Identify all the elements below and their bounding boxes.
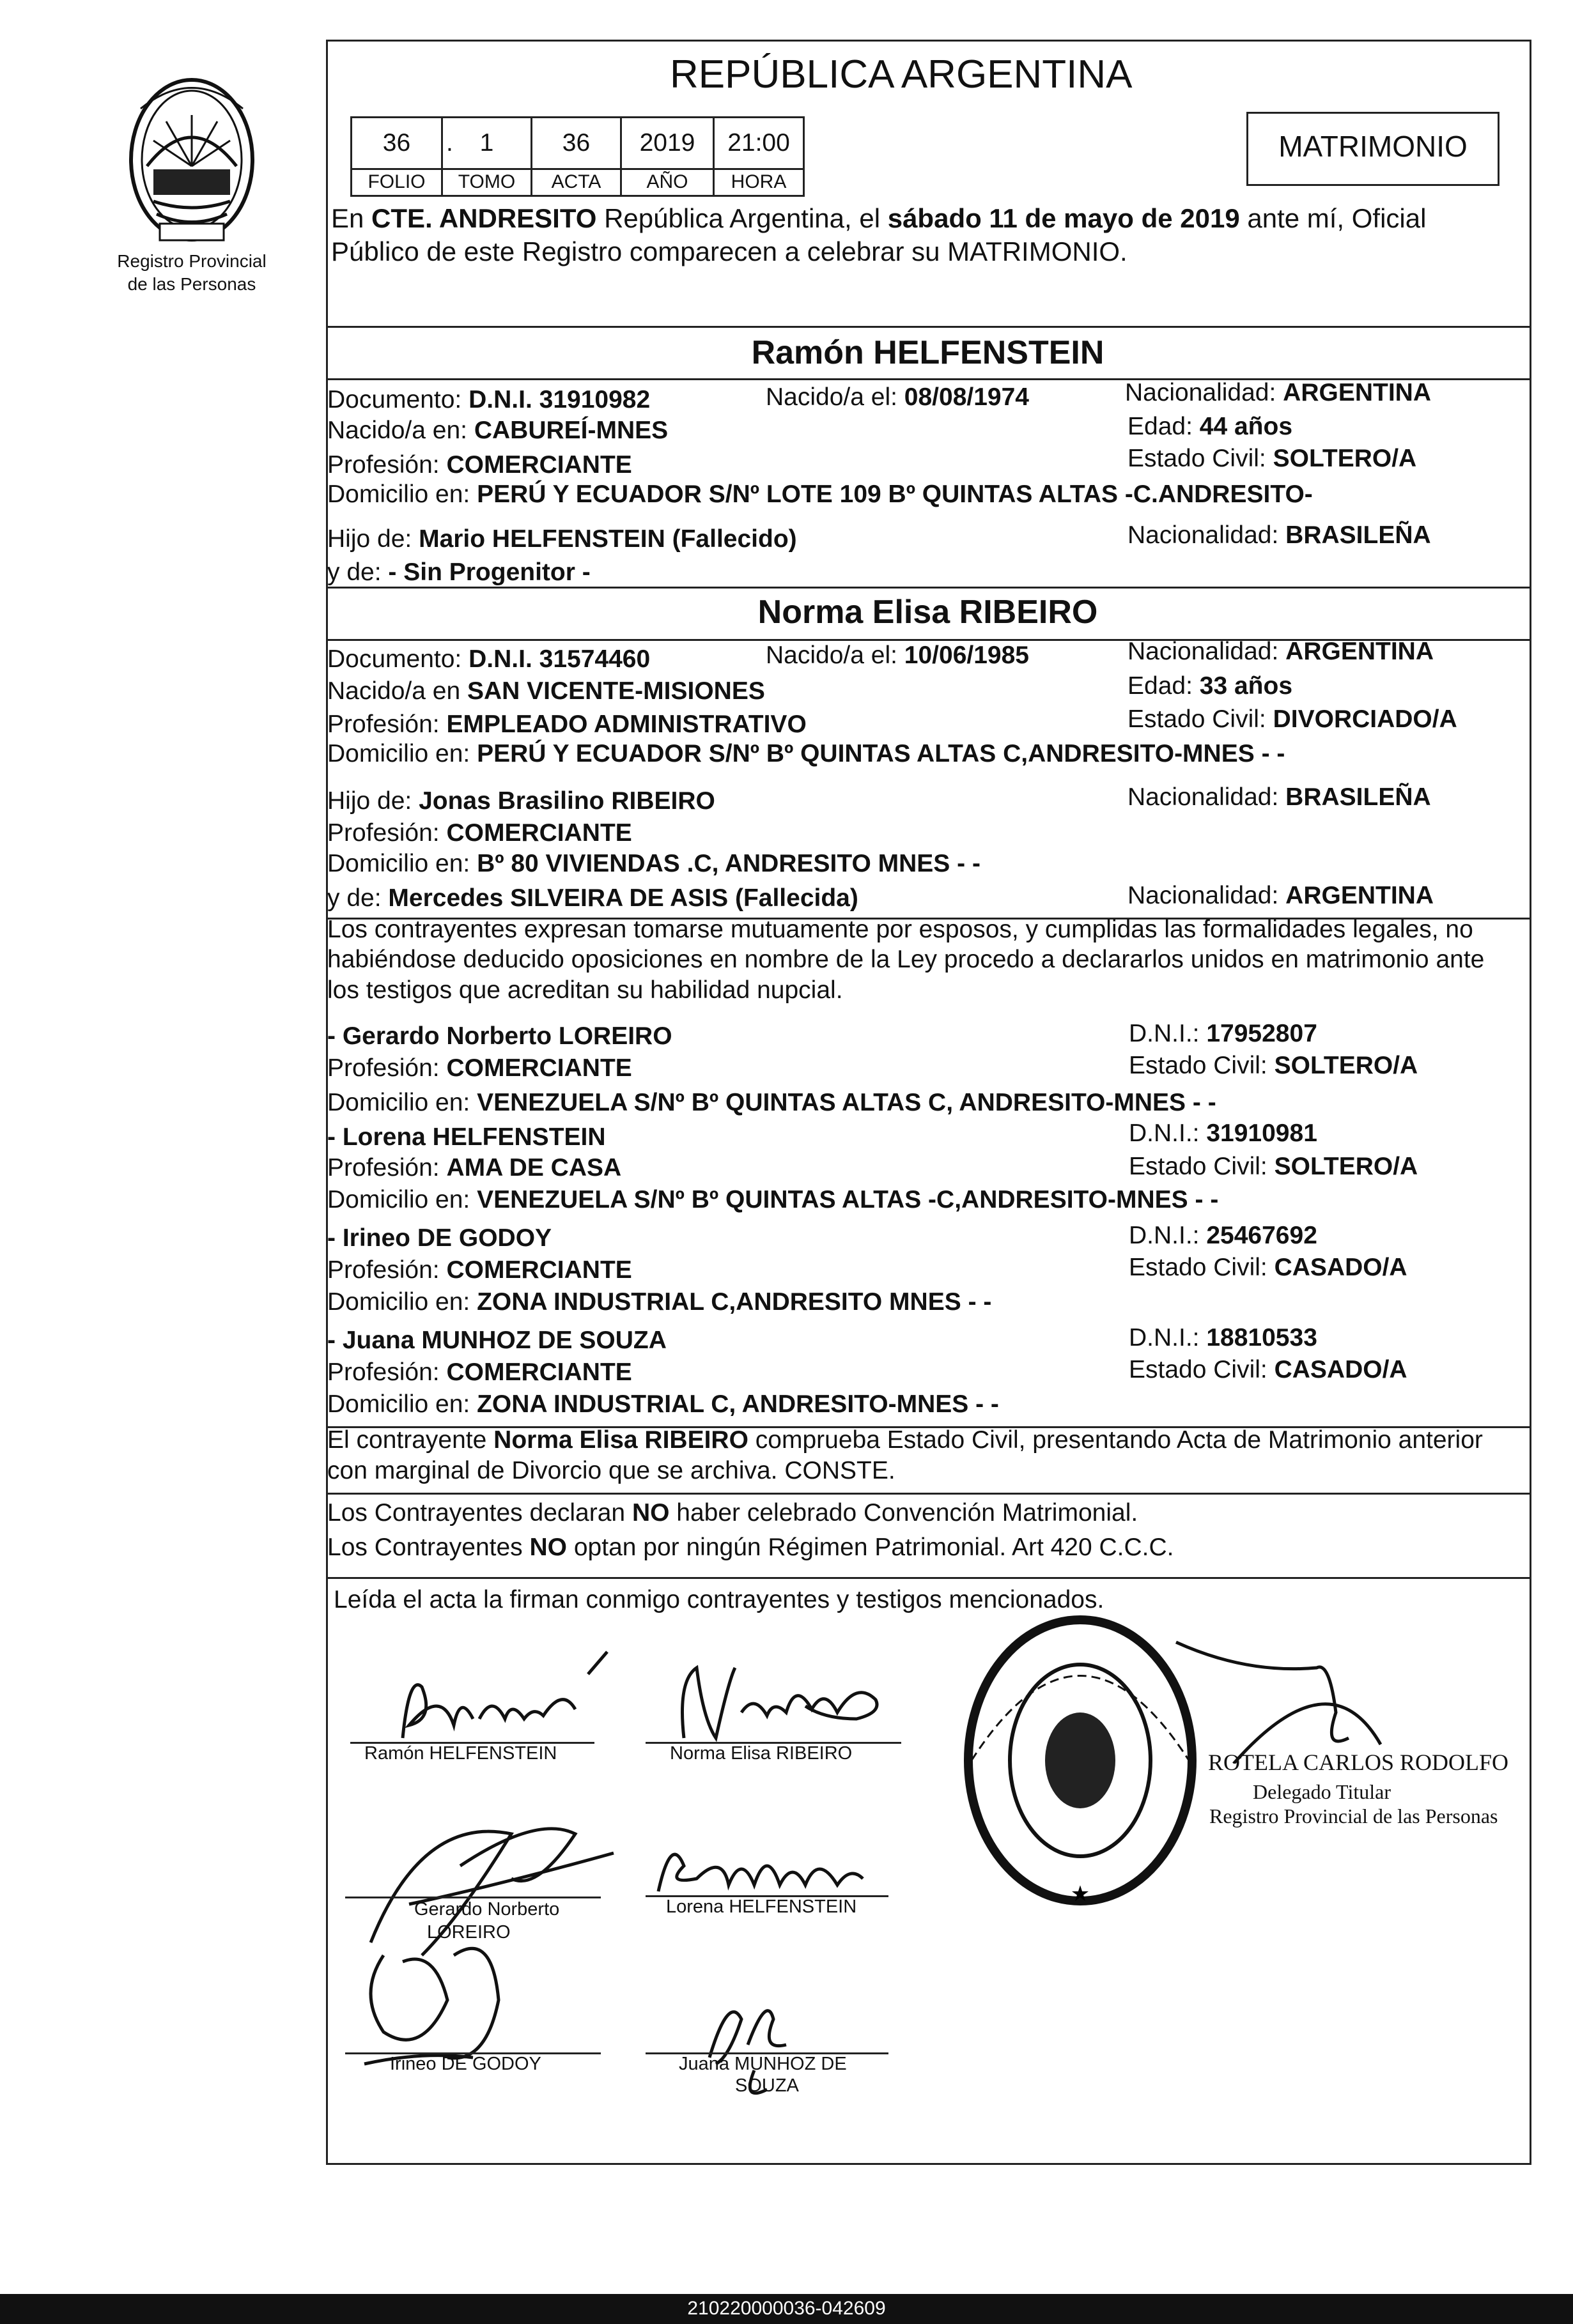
witness4-signature-name-line2: SOUZA (735, 2075, 799, 2096)
groom-name: Ramón HELFENSTEIN (751, 334, 1104, 371)
groom-civil-status: Estado Civil: SOLTERO/A (1127, 445, 1417, 472)
witness-civil-status: Estado Civil: SOLTERO/A (1129, 1153, 1418, 1180)
witness-name: - Lorena HELFENSTEIN (327, 1123, 606, 1151)
witness-civil-status: Estado Civil: SOLTERO/A (1129, 1052, 1418, 1079)
regime-line-2: Los Contrayentes NO optan por ningún Régimen Patrimonial. Art 420 C.C.C. (327, 1534, 1174, 1561)
groom-mother: y de: - Sin Progenitor - (327, 558, 591, 586)
witness4-signature-name-line1: Juana MUNHOZ DE (679, 2054, 847, 2074)
bride-name: Norma Elisa RIBEIRO (757, 594, 1098, 631)
doc-type: MATRIMONIO (1278, 130, 1468, 163)
official-title: Delegado Titular (1253, 1780, 1391, 1803)
official-signature-image (1170, 1636, 1438, 1764)
witness2-signature-image (646, 1828, 888, 1904)
witness-domicile: Domicilio en: VENEZUELA S/Nº Bº QUINTAS ALTAS -C,ANDRESITO-MNES - - (327, 1186, 1219, 1213)
witness-dni: D.N.I.: 25467692 (1129, 1222, 1317, 1249)
hora-value: 21:00 (727, 129, 790, 157)
svg-text:★: ★ (1070, 1882, 1090, 1906)
hora-label: HORA (731, 171, 787, 192)
acta-value: 36 (562, 129, 591, 157)
witness-name: - Gerardo Norberto LOREIRO (327, 1022, 672, 1050)
groom-birthdate: Nacido/a el: 08/08/1974 (766, 383, 1029, 411)
folio-label: FOLIO (368, 171, 426, 192)
bride-signature-name: Norma Elisa RIBEIRO (670, 1743, 853, 1764)
groom-documento: Documento: D.N.I. 31910982 (327, 386, 651, 413)
groom-age: Edad: 44 años (1127, 413, 1293, 440)
witness-dni: D.N.I.: 17952807 (1129, 1020, 1317, 1047)
regime-line-1: Los Contrayentes declaran NO haber celebrado Convención Matrimonial. (327, 1499, 1138, 1527)
bride-mother: y de: Mercedes SILVEIRA DE ASIS (Fallecida) (327, 884, 858, 912)
bride-father-nationality: Nacionalidad: BRASILEÑA (1127, 783, 1431, 811)
witness2-signature-name: Lorena HELFENSTEIN (666, 1897, 857, 1917)
bride-birthdate: Nacido/a el: 10/06/1985 (766, 642, 1029, 669)
bride-domicile: Domicilio en: PERÚ Y ECUADOR S/Nº Bº QUINTAS ALTAS C,ANDRESITO-MNES - - (327, 740, 1285, 767)
groom-father-nationality: Nacionalidad: BRASILEÑA (1127, 521, 1431, 549)
witness-dni: D.N.I.: 18810533 (1129, 1324, 1317, 1351)
declaration-line-3: los testigos que acreditan su habilidad nupcial. (327, 976, 843, 1004)
intro-line-2: Público de este Registro comparecen a celebrar su MATRIMONIO. (331, 236, 1127, 266)
tomo-label: TOMO (458, 171, 516, 192)
witness-civil-status: Estado Civil: CASADO/A (1129, 1356, 1407, 1383)
witness-dni: D.N.I.: 31910981 (1129, 1120, 1317, 1147)
groom-profession: Profesión: COMERCIANTE (327, 451, 632, 479)
registry-emblem (96, 70, 288, 300)
divorce-note-line-1: El contrayente Norma Elisa RIBEIRO comprueba Estado Civil, presentando Acta de Matrimonio anterior (327, 1426, 1483, 1454)
bride-nationality: Nacionalidad: ARGENTINA (1127, 638, 1434, 665)
witness-profession: Profesión: COMERCIANTE (327, 1256, 632, 1284)
witness3-signature-name: Irineo DE GODOY (390, 2054, 541, 2074)
acta-label: ACTA (551, 171, 601, 192)
bride-documento: Documento: D.N.I. 31574460 (327, 645, 651, 673)
tomo-value: 1 (479, 129, 494, 157)
groom-signature-image (384, 1649, 626, 1757)
anio-label: AÑO (646, 171, 688, 192)
bride-father: Hijo de: Jonas Brasilino RIBEIRO (327, 787, 715, 815)
witness1-signature-name-line2: LOREIRO (427, 1922, 511, 1943)
bride-profession: Profesión: EMPLEADO ADMINISTRATIVO (327, 711, 807, 738)
witness-name: - Irineo DE GODOY (327, 1224, 552, 1252)
groom-domicile: Domicilio en: PERÚ Y ECUADOR S/Nº LOTE 109 Bº QUINTAS ALTAS -C.ANDRESITO- (327, 481, 1313, 508)
official-office: Registro Provincial de las Personas (1209, 1805, 1498, 1828)
witness-domicile: Domicilio en: ZONA INDUSTRIAL C,ANDRESITO MNES - - (327, 1288, 992, 1316)
record-separator: . (446, 129, 453, 157)
groom-father: Hijo de: Mario HELFENSTEIN (Fallecido) (327, 525, 797, 553)
witness-profession: Profesión: AMA DE CASA (327, 1154, 622, 1181)
footer-barcode-id: 210220000036-042609 (687, 2298, 886, 2319)
witness-name: - Juana MUNHOZ DE SOUZA (327, 1327, 667, 1354)
bride-age: Edad: 33 años (1127, 672, 1293, 700)
bride-birthplace: Nacido/a en SAN VICENTE-MISIONES (327, 677, 765, 705)
witness-profession: Profesión: COMERCIANTE (327, 1358, 632, 1386)
bride-father-domicile: Domicilio en: Bº 80 VIVIENDAS .C, ANDRESITO MNES - - (327, 850, 980, 877)
groom-nationality: Nacionalidad: ARGENTINA (1125, 379, 1432, 406)
round-stamp-icon (959, 1610, 1202, 1911)
witness-domicile: Domicilio en: ZONA INDUSTRIAL C, ANDRESITO-MNES - - (327, 1390, 999, 1418)
bride-civil-status: Estado Civil: DIVORCIADO/A (1127, 705, 1457, 733)
registry-line1: Registro Provincial (117, 251, 267, 271)
witness-profession: Profesión: COMERCIANTE (327, 1054, 632, 1082)
registry-line2: de las Personas (127, 274, 256, 294)
bride-mother-nationality: Nacionalidad: ARGENTINA (1127, 882, 1434, 909)
witness1-signature-name-line1: Gerardo Norberto (414, 1899, 560, 1920)
declaration-line-1: Los contrayentes expresan tomarse mutuamente por esposos, y cumplidas las formalidades legales, no (327, 916, 1473, 943)
closing-text: Leída el acta la firman conmigo contrayentes y testigos mencionados. (334, 1586, 1104, 1613)
bride-father-profession: Profesión: COMERCIANTE (327, 819, 632, 847)
groom-birthplace: Nacido/a en: CABUREÍ-MNES (327, 417, 669, 444)
bride-signature-image (665, 1642, 908, 1751)
witness-civil-status: Estado Civil: CASADO/A (1129, 1254, 1407, 1281)
witness-domicile: Domicilio en: VENEZUELA S/Nº Bº QUINTAS ALTAS C, ANDRESITO-MNES - - (327, 1089, 1216, 1116)
province-seal-icon (96, 70, 288, 249)
groom-signature-name: Ramón HELFENSTEIN (364, 1743, 557, 1764)
intro-line-1: En CTE. ANDRESITO República Argentina, el sábado 11 de mayo de 2019 ante mí, Oficial (331, 203, 1427, 233)
divorce-note-line-2: con marginal de Divorcio que se archiva. CONSTE. (327, 1457, 895, 1484)
official-name: ROTELA CARLOS RODOLFO (1208, 1750, 1509, 1775)
folio-value: 36 (382, 129, 411, 157)
country-title: REPÚBLICA ARGENTINA (670, 52, 1133, 96)
declaration-line-2: habiéndose deducido oposiciones en nombre de la Ley procedo a declararlos unidos en matrimonio ante (327, 946, 1485, 973)
anio-value: 2019 (639, 129, 695, 157)
